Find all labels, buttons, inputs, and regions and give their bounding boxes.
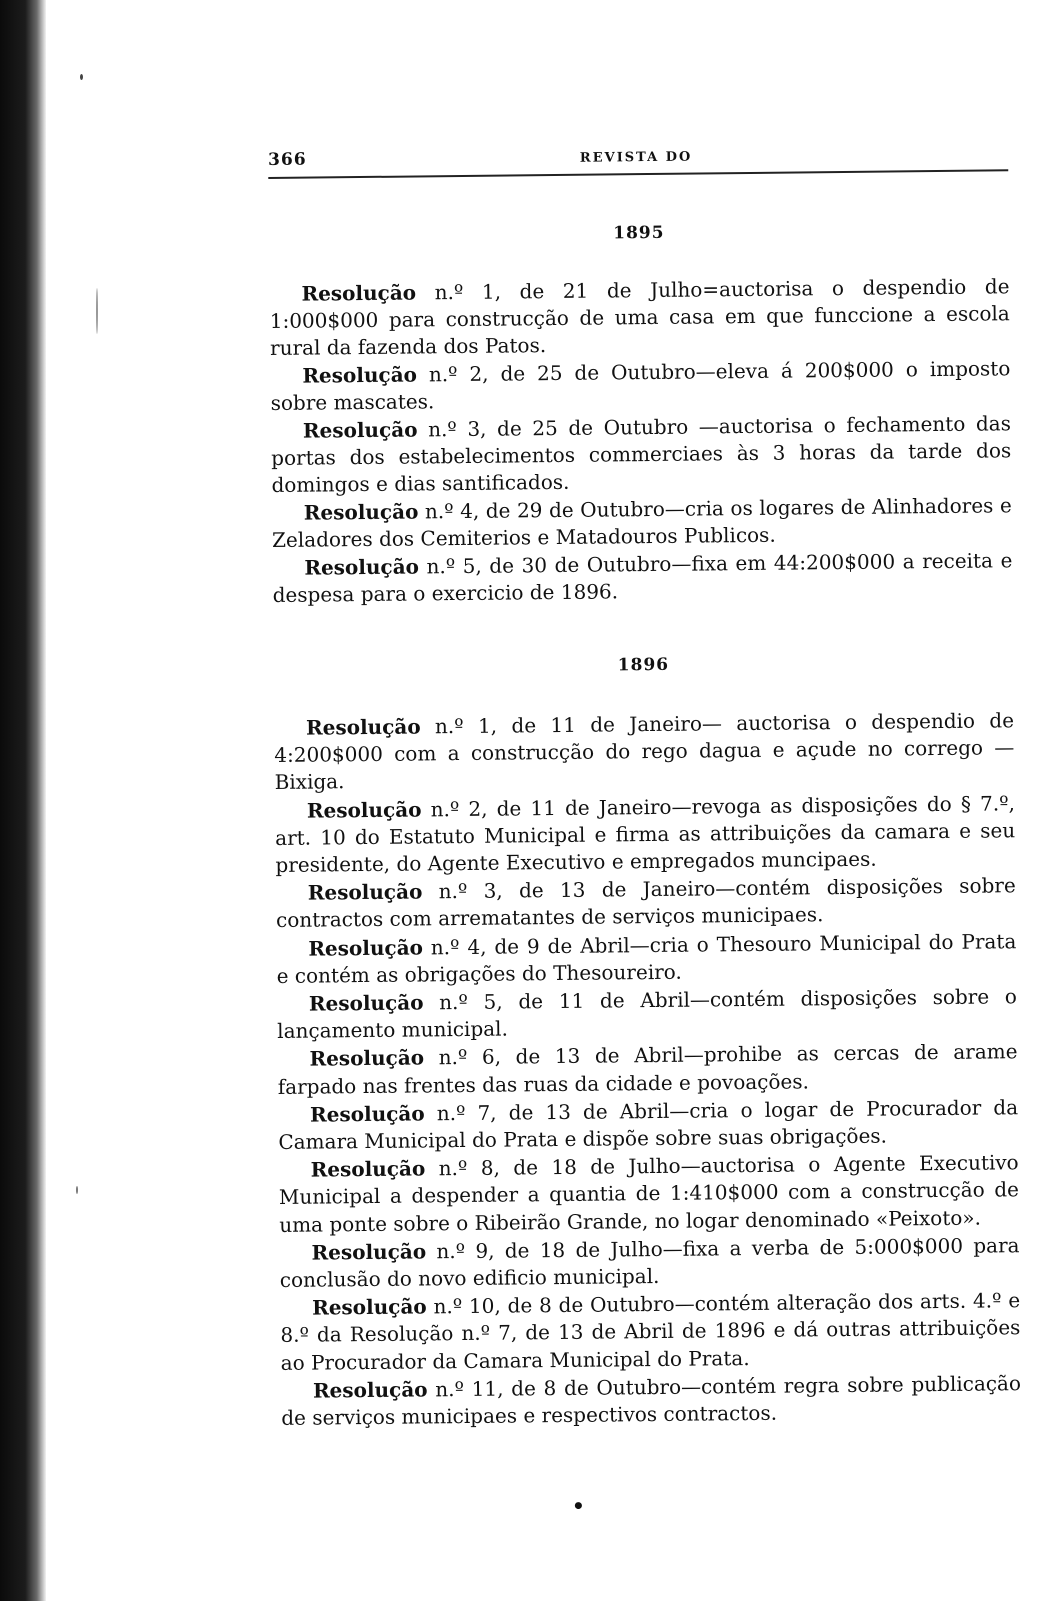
entry-label: Resolução — [303, 499, 419, 525]
section-year-1895: 1895 — [613, 222, 665, 244]
entry-label: Resolução — [312, 1294, 427, 1320]
entry-label: Resolução — [304, 554, 420, 580]
entry-label: Resolução — [310, 1156, 426, 1182]
running-title: REVISTA DO — [579, 149, 693, 166]
entry-label: Resolução — [302, 362, 418, 388]
resolution-entry — [276, 928, 1017, 990]
entry-label: Resolução — [308, 935, 424, 961]
entry-label: Resolução — [312, 1377, 428, 1403]
entry-text: n.º 9, de 18 de Julho—fixa a verba de 5:000$000 para conclusão do novo edificio municipal. — [279, 1233, 1020, 1292]
resolution-entry — [272, 492, 1013, 554]
running-header — [268, 142, 1008, 179]
resolutions-1895 — [269, 273, 1012, 609]
entry-label: Resolução — [307, 879, 423, 905]
resolution-entry — [281, 1370, 1022, 1432]
entry-label: Resolução — [301, 280, 417, 306]
entry-text: n.º 10, de 8 de Outubro—contém alteração dos arts. 4.º e 8.º da Resolução n.º 7, de 13 de Abril de 1896 e dá outras attribuições ao Procurador da Camara Municipal do Prata. — [280, 1288, 1021, 1375]
resolution-entry — [272, 547, 1013, 609]
resolution-entry — [270, 355, 1011, 417]
entry-text: n.º 1, de 21 de Julho=auctorisa o despendio de 1:000$000 para construcção de uma casa em que funccione a escola rural da fazenda dos Patos. — [269, 274, 1010, 360]
section-year-1896: 1896 — [617, 654, 670, 676]
resolution-entry — [271, 410, 1012, 499]
entry-text: n.º 4, de 9 de Abril—cria o Thesouro Municipal do Prata e contém as obrigações do Thesoureiro. — [276, 928, 1017, 988]
entry-label: Resolução — [309, 1045, 425, 1072]
entry-text: n.º 5, de 11 de Abril—contém disposições sobre o lançamento municipal. — [277, 984, 1018, 1044]
entry-text: n.º 6, de 13 de Abril—prohibe as cercas de arame farpado nas frentes das ruas da cidade e povoações. — [277, 1039, 1018, 1099]
entry-label: Resolução — [306, 797, 422, 823]
entry-text: n.º 8, de 18 de Julho—auctorisa o Agente Executivo Municipal a despender a quantia de 1:410$000 com a construcção de uma ponte sobre o Ribeirão Grande, no logar denominado «Peixoto». — [278, 1150, 1020, 1237]
resolution-entry — [277, 1039, 1018, 1101]
binding-edge — [0, 0, 46, 1601]
entry-text: n.º 2, de 25 de Outubro—eleva á 200$000 o imposto sobre mascates. — [270, 356, 1011, 415]
resolution-entry — [275, 790, 1016, 879]
resolution-entry — [276, 872, 1017, 934]
resolution-entry — [278, 1094, 1019, 1156]
resolution-entry — [269, 273, 1010, 362]
entry-label: Resolução — [311, 1239, 427, 1265]
entry-label: Resolução — [305, 714, 421, 740]
resolution-entry — [279, 1232, 1020, 1294]
entry-label: Resolução — [302, 417, 418, 443]
resolution-entry — [280, 1287, 1021, 1376]
entry-text: n.º 3, de 25 de Outubro —auctorisa o fechamento das portas dos estabelecimentos commerciaes às 3 horas da tarde dos domingos e dias santificados. — [271, 411, 1012, 497]
entry-text: n.º 5, de 30 de Outubro—fixa em 44:200$000 a receita e despesa para o exercicio de 1896. — [272, 548, 1013, 607]
entry-text: n.º 4, de 29 de Outubro—cria os logares de Alinhadores e Zeladores dos Cemiterios e Matadouros Publicos. — [271, 493, 1012, 552]
entry-text: n.º 7, de 13 de Abril—cria o logar de Procurador da Camara Municipal do Prata e dispõe sobre suas obrigações. — [278, 1095, 1019, 1154]
resolution-entry — [274, 707, 1015, 796]
entry-text: n.º 3, de 13 de Janeiro—contém disposições sobre contractos com arrematantes de serviços municipaes. — [275, 873, 1016, 933]
entry-label: Resolução — [308, 990, 424, 1016]
entry-text: n.º 11, de 8 de Outubro—contém regra sobre publicação de serviços municipaes e respectivos contractos. — [281, 1371, 1022, 1431]
footer-mark: • — [572, 1494, 585, 1518]
entry-label: Resolução — [309, 1101, 425, 1127]
resolution-entry — [277, 983, 1018, 1045]
entry-text: n.º 1, de 11 de Janeiro— auctorisa o despendio de 4:200$000 com a construcção do rego dagua e açude no corrego — Bixiga. — [274, 708, 1015, 795]
resolution-entry — [279, 1149, 1020, 1238]
resolutions-1896 — [274, 707, 1021, 1432]
document-page — [268, 142, 1021, 1433]
scan-speck — [96, 288, 98, 334]
scan-speck — [76, 1186, 78, 1194]
page-number: 366 — [268, 149, 307, 170]
scan-speck — [80, 74, 83, 80]
entry-text: n.º 2, de 11 de Janeiro—revoga as disposições do § 7.º, art. 10 do Estatuto Municipal e firma as attribuições da camara e seu presidente, do Agente Executivo e empregados muncipaes. — [275, 790, 1016, 877]
